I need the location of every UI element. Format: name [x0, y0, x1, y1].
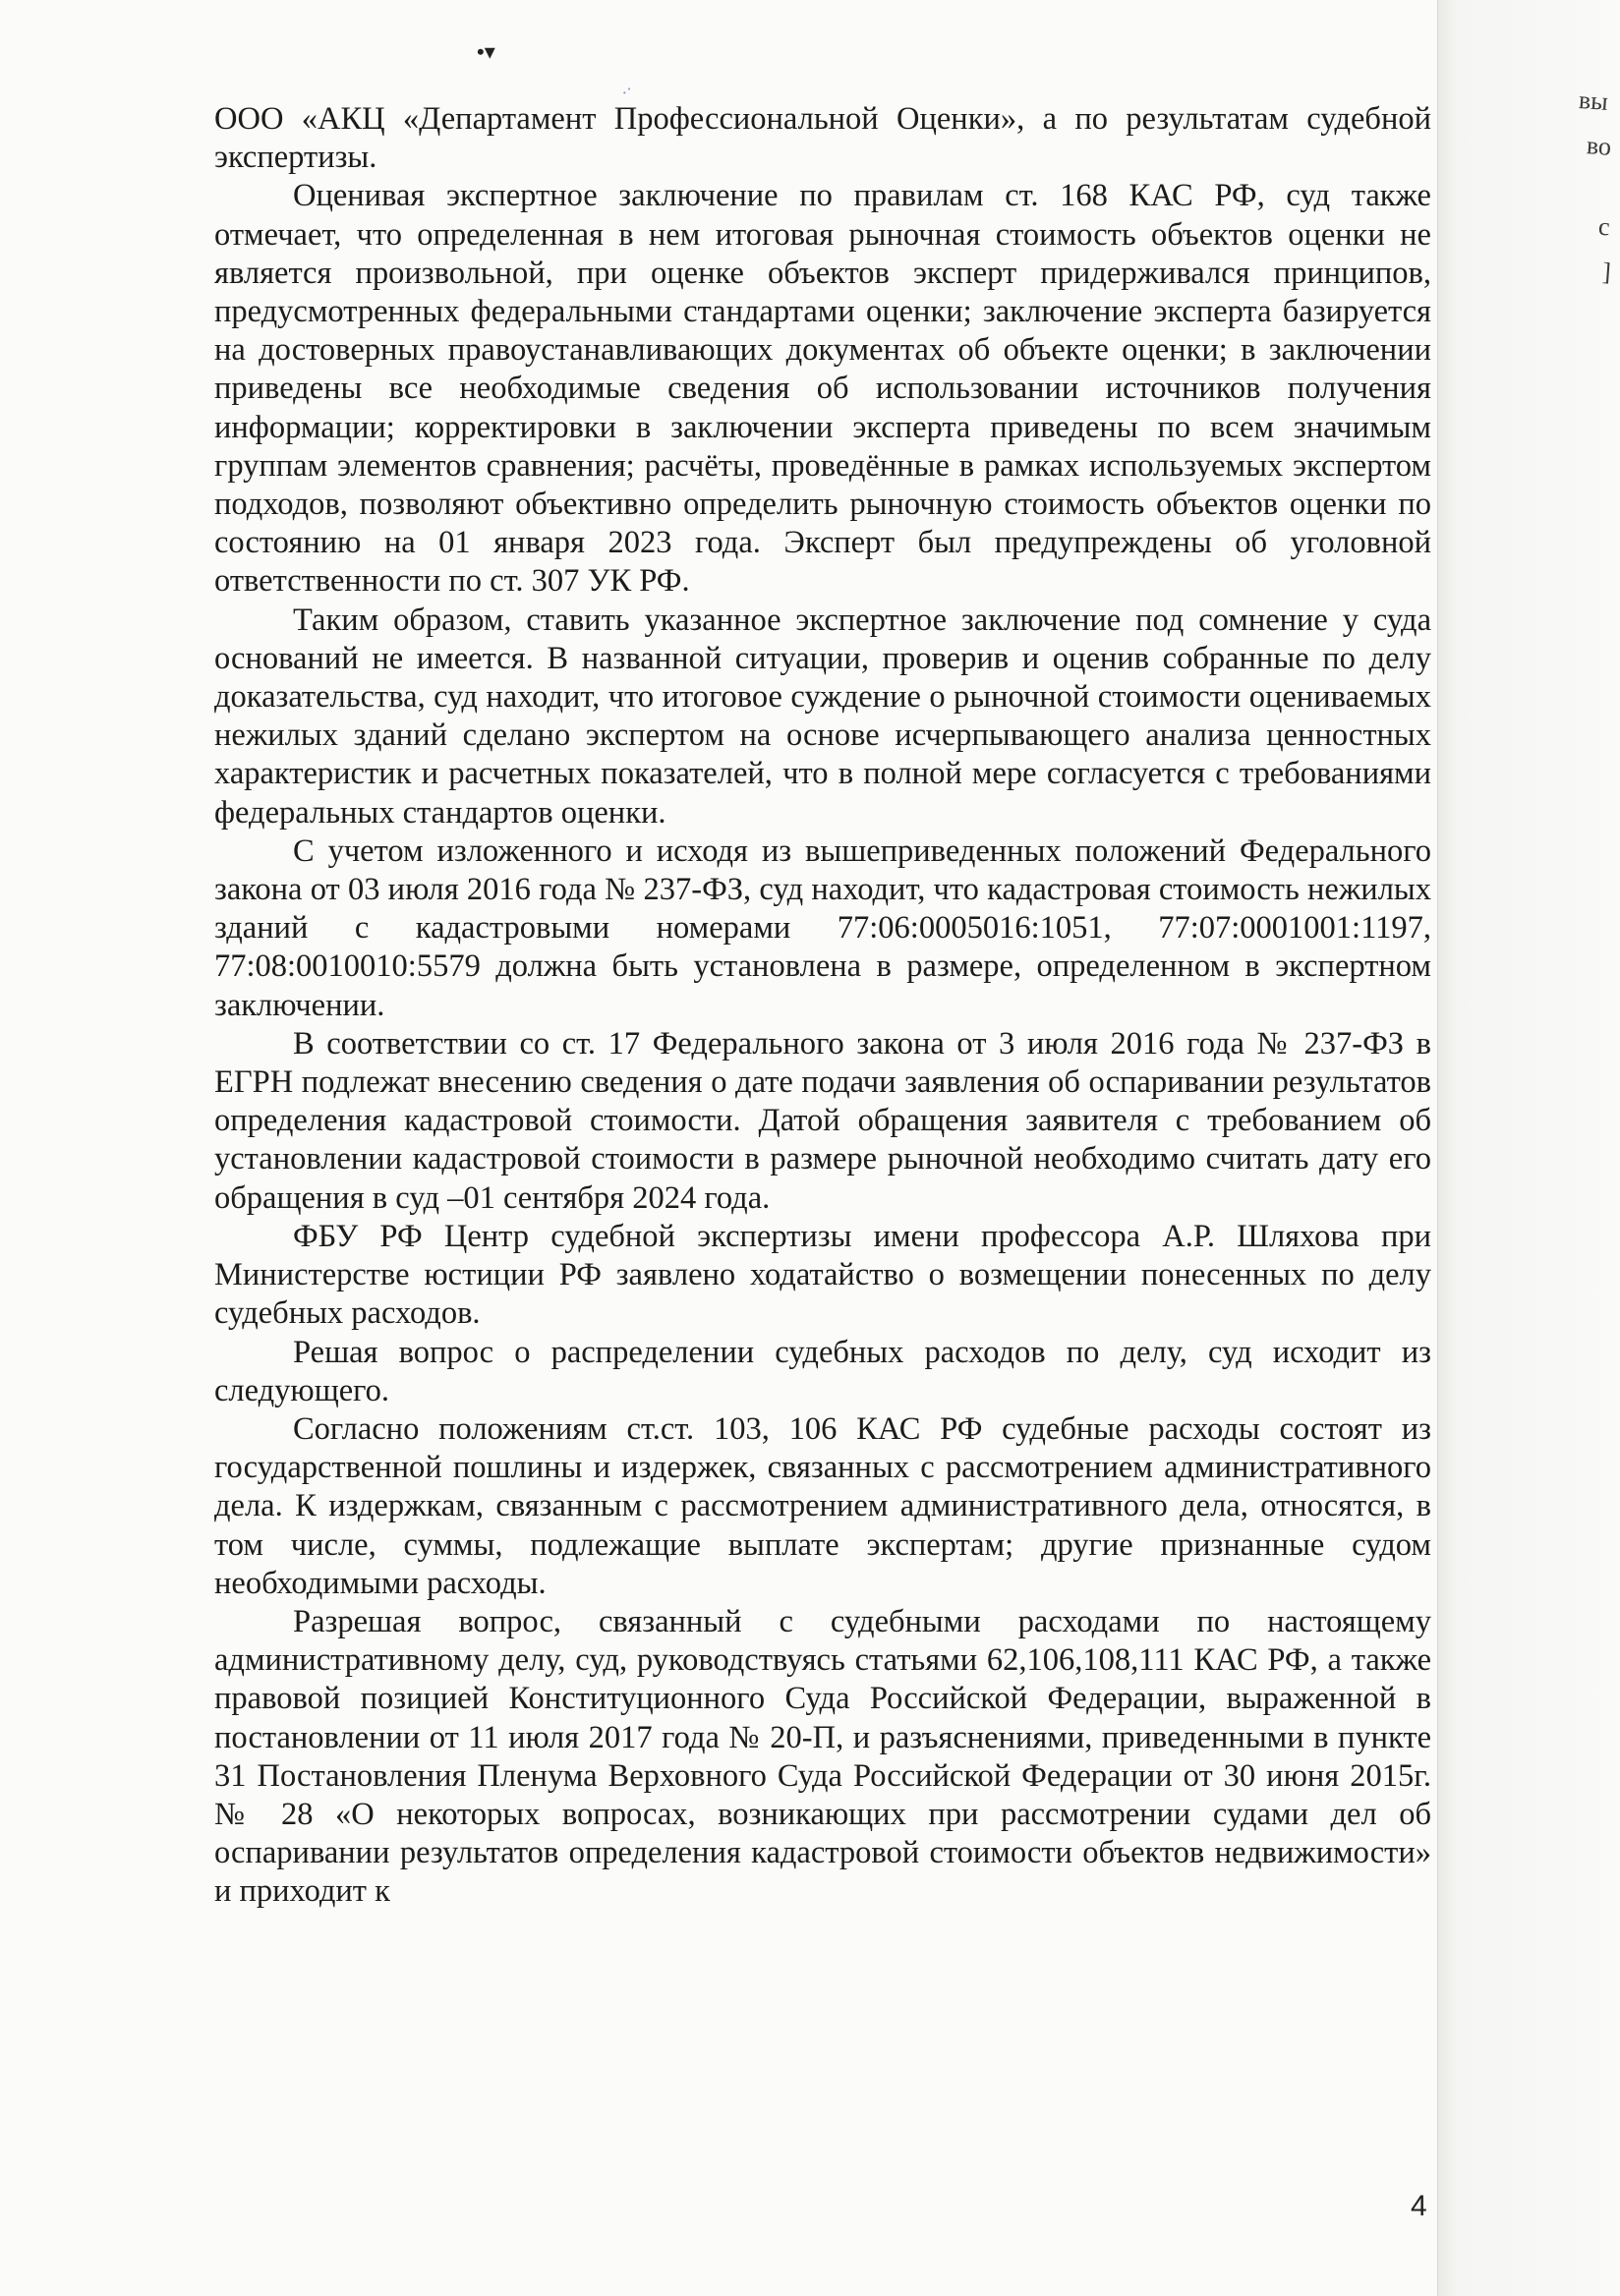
- paragraph: ФБУ РФ Центр судебной экспертизы имени профессора А.Р. Шляхова при Министерстве юстиции РФ заявлено ходатайство о возмещении понесенных по делу судебных расходов.: [214, 1218, 1431, 1332]
- document-body: [214, 100, 1431, 1912]
- scan-speck: ·˙: [622, 86, 632, 101]
- scan-speck: •▾: [477, 39, 495, 64]
- page-number: 4: [1411, 2190, 1427, 2222]
- paragraph: Согласно положениям ст.ст. 103, 106 КАС РФ судебные расходы состоят из государственной пошлины и издержек, связанных с рассмотрением административного дела. К издержкам, связанным с рассмотрением административного дела, относятся, в том числе, суммы, подлежащие выплате экспертам; другие признанные судом необходимыми расходы.: [214, 1410, 1431, 1601]
- edge-text-fragment: вы: [1578, 85, 1609, 117]
- edge-text-fragment: с: [1597, 211, 1611, 242]
- paragraph: Таким образом, ставить указанное экспертное заключение под сомнение у суда оснований не имеется. В названной ситуации, проверив и оценив собранные по делу доказательства, суд находит, что итоговое суждение о рыночной стоимости оцениваемых нежилых зданий сделано экспертом на основе исчерпывающего анализа ценностных характеристик и расчетных показателей, что в полной мере согласуется с требованиями федеральных стандартов оценки.: [214, 602, 1431, 831]
- paragraph: Разрешая вопрос, связанный с судебными расходами по настоящему административному делу, суд, руководствуясь статьями 62,106,108,111 КАС РФ, а также правовой позицией Конституционного Суда Российской Федерации, выраженной в постановлении от 11 июля 2017 года № 20-П, и разъяснениями, приведенными в пункте 31 Постановления Пленума Верховного Суда Российской Федерации от 30 июня 2015г. № 28 «О некоторых вопросах, возникающих при рассмотрении судами дел об оспаривании результатов определения кадастровой стоимости объектов недвижимости» и приходит к: [214, 1603, 1431, 1910]
- adjacent-page-edge: [1437, 0, 1620, 2296]
- edge-text-fragment: ]: [1601, 257, 1612, 287]
- paragraph: В соответствии со ст. 17 Федерального закона от 3 июля 2016 года № 237-ФЗ в ЕГРН подлежат внесению сведения о дате подачи заявления об оспаривании результатов определения кадастровой стоимости. Датой обращения заявителя с требованием об установлении кадастровой стоимости в размере рыночной необходимо считать дату его обращения в суд –01 сентября 2024 года.: [214, 1025, 1431, 1216]
- paragraph: С учетом изложенного и исходя из вышеприведенных положений Федерального закона от 03 июля 2016 года № 237-ФЗ, суд находит, что кадастровая стоимость нежилых зданий с кадастровыми номерами 77:06:0005016:1051, 77:07:0001001:1197, 77:08:0010010:5579 должна быть установлена в размере, определенном в экспертном заключении.: [214, 832, 1431, 1023]
- paragraph: Решая вопрос о распределении судебных расходов по делу, суд исходит из следующего.: [214, 1334, 1431, 1408]
- paragraph: Оценивая экспертное заключение по правилам ст. 168 КАС РФ, суд также отмечает, что определенная в нем итоговая рыночная стоимость объектов оценки не является произвольной, при оценке объектов эксперт придерживался принципов, предусмотренных федеральными стандартами оценки; заключение эксперта базируется на достоверных правоустанавливающих документах об объекте оценки; в заключении приведены все необходимые сведения об использовании источников получения информации; корректировки в заключении эксперта приведены по всем значимым группам элементов сравнения; расчёты, проведённые в рамках используемых экспертом подходов, позволяют объективно определить рыночную стоимость объектов оценки по состоянию на 01 января 2023 года. Эксперт был предупреждены об уголовной ответственности по ст. 307 УК РФ.: [214, 178, 1431, 600]
- edge-text-fragment: во: [1586, 131, 1613, 161]
- paragraph: ООО «АКЦ «Департамент Профессиональной Оценки», а по результатам судебной экспертизы.: [214, 101, 1431, 176]
